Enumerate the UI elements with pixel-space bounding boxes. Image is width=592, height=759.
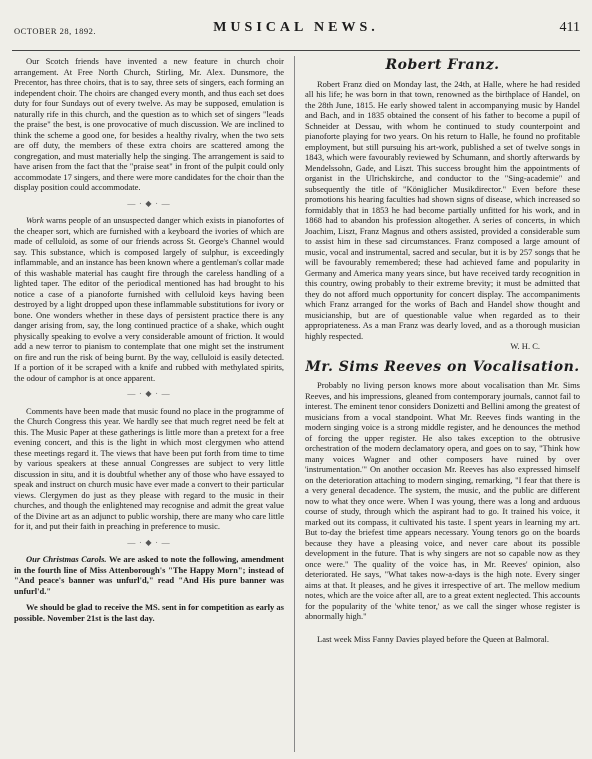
section-ornament: — ∙ ◆ ∙ — — [127, 537, 171, 547]
heading-robert-franz: Robert Franz. — [385, 57, 500, 73]
paragraph-competition-notice: We should be glad to receive the MS. sent in for competition as early as possible. November 21st is the last day. — [14, 602, 284, 623]
paragraph-scotch-choirs: Our Scotch friends have invented a new feature in church choir arrangement. At Free North Church, Stirling, Mr. Alex. Dunsmore, the Precentor, has three choirs, that is to say, three sets of singers, each forming an independent choir. The choirs are changed every month, and thus each set does duty for four Sundays out of every twelve. As may be supposed, emulation is naturally rife in this church, and the question as to which set of singers "leads the praise" the best, is one provocative of much discussion. We are inclined to think the scheme a good one, for besides a healthy rivalry, when the two sets are off duty, the members of these extra choirs are scattered among the congregation, and must materially help the singing. The arrangement is said to have arisen from the fact that the "praise seat" in front of the pulpit could only accommodate 17 singers, and there were more candidates for the choir than the display position could accommodate. — [14, 56, 284, 192]
left-column — [14, 56, 284, 752]
page-header — [0, 0, 592, 48]
paragraph-fanny-davies: Last week Miss Fanny Davies played before the Queen at Balmoral. — [317, 633, 550, 644]
paragraph-christmas-carols — [14, 554, 284, 596]
author-signature: W. H. C. — [510, 341, 540, 351]
paragraph-text: warns people of an unsuspected danger which exists in pianofortes of the cheaper sort, which are furnished with a keyboard the ivories of which are made of celluloid, as some of our friends across St. George's Channel would say. This substance, which is composed largely of sulphur, is exceedingly inflammable, and an instance has been known where a gentleman's collar made of this washable material has caught fire through the careless handling of a lighted taper. The editor of the periodical mentioned has had brought to his notice a case of a pianoforte furnished with celluloid keys having been destroyed by a light dropped upon these inflammable substitutions for ivory or bone. One wonders whether in these days of persistent practice there is any danger arising from, say, the long continued practice of a shake, which ought physically speaking to evolve a very considerable amount of friction. It would add a new terror to pianism to contemplate that one might set the instrument on fire and run the risk of being burnt. By the way, celluloid is easily detected. If a portion of it be scraped with a knife and rubbed with methylated spirits, the odour of camphor is at once apparent. — [14, 215, 284, 383]
section-ornament: — ∙ ◆ ∙ — — [127, 198, 171, 208]
right-column — [305, 56, 580, 752]
paragraph-franz-obituary: Robert Franz died on Monday last, the 24th, at Halle, where he had resided all his life; he was born in that town, renowned as the birthplace of Handel, on the 28th June, 1815. He early showed talent in accompanying music by Handel and Bach, and in 1835 obtained the consent of his father to become a pupil of Schneider at Dessau, with whom he continued to study counterpoint and pianoforte playing for two years. On his return to Halle, he found no profitable employment, but still pursuing his art-work, published a set of twelve songs in 1843, which were favourably reviewed by Schumann, and shortly afterwards by Mendelssohn, Gade, and Liszt. This success brought him the appointments of organist in the Ulrichskirche, and conductor to the "Sing-academie" and subsequently the title of "Königlicher Musikdirector." Even before these promotions his hearing faculties had shown signs of disease, which increased so formidably that in 1853 he had become partially unfitted for his work, and in 1868 had to abandon his profession altogether. A series of concerts, in which Joachim, Liszt, Franz Magnus and others assisted, provided a considerable sum to assist him in these sad circumstances. Franz composed a large amount of music, vocal and instrumental, sacred and secular, but it is by 257 songs that he will be favourably remembered; these had achieved fame and popularity in Germany and America many years since, but have received tardy recognition in this country, owing probably to their extreme brevity; it must be admitted that they do not afford much opportunity for concert display. The accompaniments which Franz arranged for the works of Bach and Handel show thought and musicianship, but are of questionable value when regarded as to their appropriateness. As a man Franz was dearly loved, and as a thorough musician highly respected. — [305, 78, 580, 341]
heading-sims-reeves: Mr. Sims Reeves on Vocalisation. — [305, 358, 580, 375]
issue-date: OCTOBER 28, 1892. — [14, 26, 97, 36]
lead-word: Work — [26, 215, 44, 225]
header-rule — [12, 50, 580, 51]
paragraph-celluloid — [14, 215, 284, 383]
column-divider — [294, 56, 295, 752]
paragraph-church-congress: Comments have been made that music found no place in the programme of the Church Congress this year. We hardly see that much regret need be felt at this. The Music Paper at these gatherings is little more than a pretext for a free evening concert, and this is the light in which most clergymen who attend these meetings regard it. The views that have been put forth from time to time by various speakers at these annual Congresses are subject to very little discussion in situ, and it is doubtful whether any of those who have essayed to speak and instruct on church music have ever made a convert to their particular views. Clergymen do just as they please with regard to the music in their churches, and though the enlightened may recognise and admit the great value of the Divine art as an adjunct to public worship, there are many who care little for it, and put their faith in preaching in preference to music. — [14, 405, 284, 531]
page-number: 411 — [559, 20, 580, 35]
lead-phrase: Our Christmas Carols. — [26, 554, 107, 564]
section-ornament: — ∙ ◆ ∙ — — [127, 389, 171, 398]
paragraph-text: We are asked to note the following, amendment in the fourth line of Miss Attenborough's "The Happy Morn"; instead of "And peace's banner was unfurl'd," read "And His pure banner was unfurl'd." — [14, 554, 284, 596]
publication-title: MUSICAL NEWS. — [213, 20, 379, 35]
paragraph-vocalisation: Probably no living person knows more about vocalisation than Mr. Sims Reeves, and his impressions, gleaned from contemporary journals, cannot fail to interest. The eminent tenor considers Donizetti and Bellini among the greatest of musicians from a vocal standpoint. What Mr. Reeves finds wanting in the modern singing voice is a strong middle register, and he denounces the method of forcing the upper register. He also takes exception to the obtrusive orchestration of the modern declamatory opera, and goes on to say, "Think how many voices Wagner and other composers have ruined by over 'instrumentation.'" On another occasion Mr. Reeves has also expressed himself on the deterioration attaching to modern singing, remarking, "I fear that there is a very general decadence. The system, the music, and the public are different now to what they once were. When I was young, there was a long and arduous course of study, through which the aspirant had to go. It trained his voice, it marked out its compass, it cultivated his taste. I spent years in learning my art. But to-day the briefest time appears necessary. Young tenors go on the boards because they have a pleasing voice, and never care about its possible development in the future. That is why singers are not so capable now as they once were." The quality of the voice has, in Mr. Reeves' opinion, also deteriorated. He says, "What takes now-a-days is the high note. Every singer aims at that. It pleases, and he gives it irrespective of art. The mellow medium notes, which are the voice after all, are to a great extent neglected. This accounts for the popularity of the 'white tenor,' as we call the singer whose register is abnormally high." — [305, 380, 580, 621]
